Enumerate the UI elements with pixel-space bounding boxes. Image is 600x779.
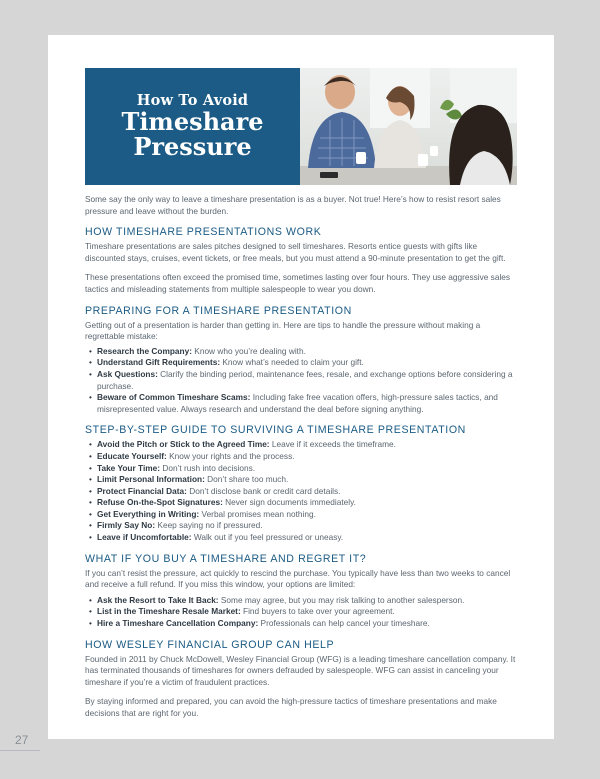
list-item-text: Find buyers to take over your agreement. (240, 606, 395, 617)
intro-paragraph: Some say the only way to leave a timeshare presentation is as a buyer. Not true! Here’s how to resist resort sales pressure and leave without the burden. (85, 194, 501, 216)
list-item (85, 532, 517, 544)
list-item-text: Some may agree, but you may risk talking to another salesperson. (218, 594, 465, 605)
list-item-text: Don’t share too much. (204, 474, 289, 485)
section-heading-buy-and-regret: WHAT IF YOU BUY A TIMESHARE AND REGRET IT? (85, 552, 367, 565)
list-item (85, 474, 517, 486)
list-item (85, 606, 517, 618)
section-paragraph: These presentations often exceed the promised time, sometimes lasting over four hours. They use aggressive sales tactics and misleading statements from multiple salespeople to wear you down. (85, 272, 511, 294)
list-item-text: Walk out if you feel pressured or uneasy. (191, 532, 344, 543)
article-body (85, 194, 517, 728)
list-item-term: Understand Gift Requirements: (97, 357, 221, 368)
list-item-text: Verbal promises mean nothing. (199, 508, 316, 519)
page-number: 27 (15, 733, 29, 747)
list-item (85, 392, 517, 415)
list-item (85, 497, 517, 509)
section-paragraph: If you can’t resist the pressure, act quickly to rescind the purchase. You typically have less than two weeks to cancel and receive a full refund. If you miss this window, your options are limited: (85, 567, 511, 590)
section-paragraph: Founded in 2011 by Chuck McDowell, Wesley Financial Group (WFG) is a leading timeshare cancellation company. It has terminated thousands of timeshares for owners defrauded by salespeople. WFG can assist in canceling your timeshare if you’re a victim of fraudulent practices. (85, 653, 516, 687)
step-by-step-list (85, 439, 517, 543)
list-item-text: Including fake free vacation offers, high-pressure sales tactics, and misrepresented value. Always research and understand the deal before signing anything. (97, 392, 498, 414)
list-item-text: Know your rights and the process. (166, 450, 295, 461)
list-item (85, 357, 517, 369)
list-item-term: Avoid the Pitch or Stick to the Agreed Time: (97, 439, 270, 450)
section-paragraph: By staying informed and prepared, you can avoid the high-pressure tactics of timeshare presentations and make decisions that are right for you. (85, 696, 497, 718)
list-item-term: Ask the Resort to Take It Back: (97, 594, 219, 605)
list-item-term: Educate Yourself: (97, 450, 167, 461)
hero-photo (300, 68, 517, 185)
list-item (85, 520, 517, 532)
meeting-photo-illustration (300, 68, 517, 185)
section-heading-preparing: PREPARING FOR A TIMESHARE PRESENTATION (85, 304, 352, 317)
list-item (85, 595, 517, 607)
list-item-term: Protect Financial Data: (97, 485, 187, 496)
list-item-term: Leave if Uncomfortable: (97, 532, 192, 543)
list-item-term: Take Your Time: (97, 462, 161, 473)
list-item-term: Hire a Timeshare Cancellation Company: (97, 618, 259, 629)
section-paragraph: Timeshare presentations are sales pitches designed to sell timeshares. Resorts entice guests with gifts like discounted stays, cruises, event tickets, or free meals, but you must attend a 90-minute presentation to get the gift. (85, 241, 506, 263)
hero-banner (85, 68, 517, 185)
hero-title-line-1: How To Avoid (136, 91, 249, 109)
list-item-text: Know who you’re dealing with. (191, 345, 306, 356)
list-item-text: Know what’s needed to claim your gift. (220, 357, 364, 368)
regret-options-list (85, 595, 517, 630)
list-item-text: Clarify the binding period, maintenance fees, resale, and exchange options before considering a purchase. (97, 368, 513, 391)
list-item (85, 346, 517, 358)
list-item-text: Leave if it exceeds the timeframe. (269, 439, 396, 450)
list-item (85, 369, 517, 392)
list-item (85, 451, 517, 463)
list-item-term: Limit Personal Information: (97, 474, 205, 485)
list-item (85, 509, 517, 521)
list-item (85, 486, 517, 498)
list-item (85, 439, 517, 451)
hero-title-line-3: Pressure (133, 131, 252, 161)
list-item-term: Ask Questions: (97, 368, 158, 379)
list-item-term: Refuse On-the-Spot Signatures: (97, 497, 223, 508)
list-item-text: Keep saying no if pressured. (155, 520, 263, 531)
list-item-text: Never sign documents immediately. (222, 497, 356, 508)
document-page (48, 35, 554, 739)
list-item-term: Research the Company: (97, 345, 192, 356)
section-paragraph: Getting out of a presentation is harder than getting in. Here are tips to handle the pressure without making a regrettable mistake: (85, 319, 481, 342)
list-item-text: Professionals can help cancel your timeshare. (258, 618, 430, 629)
list-item-term: Firmly Say No: (97, 520, 156, 531)
list-item-text: Don’t rush into decisions. (160, 462, 256, 473)
section-heading-step-by-step: STEP-BY-STEP GUIDE TO SURVIVING A TIMESHARE PRESENTATION (85, 424, 466, 437)
hero-title-block (85, 68, 300, 185)
section-heading-wesley-financial: HOW WESLEY FINANCIAL GROUP CAN HELP (85, 638, 335, 651)
preparing-tips-list (85, 346, 517, 416)
list-item-term: Beware of Common Timeshare Scams: (97, 392, 251, 403)
list-item-term: Get Everything in Writing: (97, 508, 200, 519)
list-item-term: List in the Timeshare Resale Market: (97, 606, 241, 617)
list-item (85, 618, 517, 630)
hero-title-line-2: Timeshare (121, 107, 264, 137)
page-number-divider (0, 750, 40, 751)
section-heading-how-presentations-work: HOW TIMESHARE PRESENTATIONS WORK (85, 226, 322, 239)
list-item (85, 463, 517, 475)
list-item-text: Don’t disclose bank or credit card details. (186, 485, 341, 496)
